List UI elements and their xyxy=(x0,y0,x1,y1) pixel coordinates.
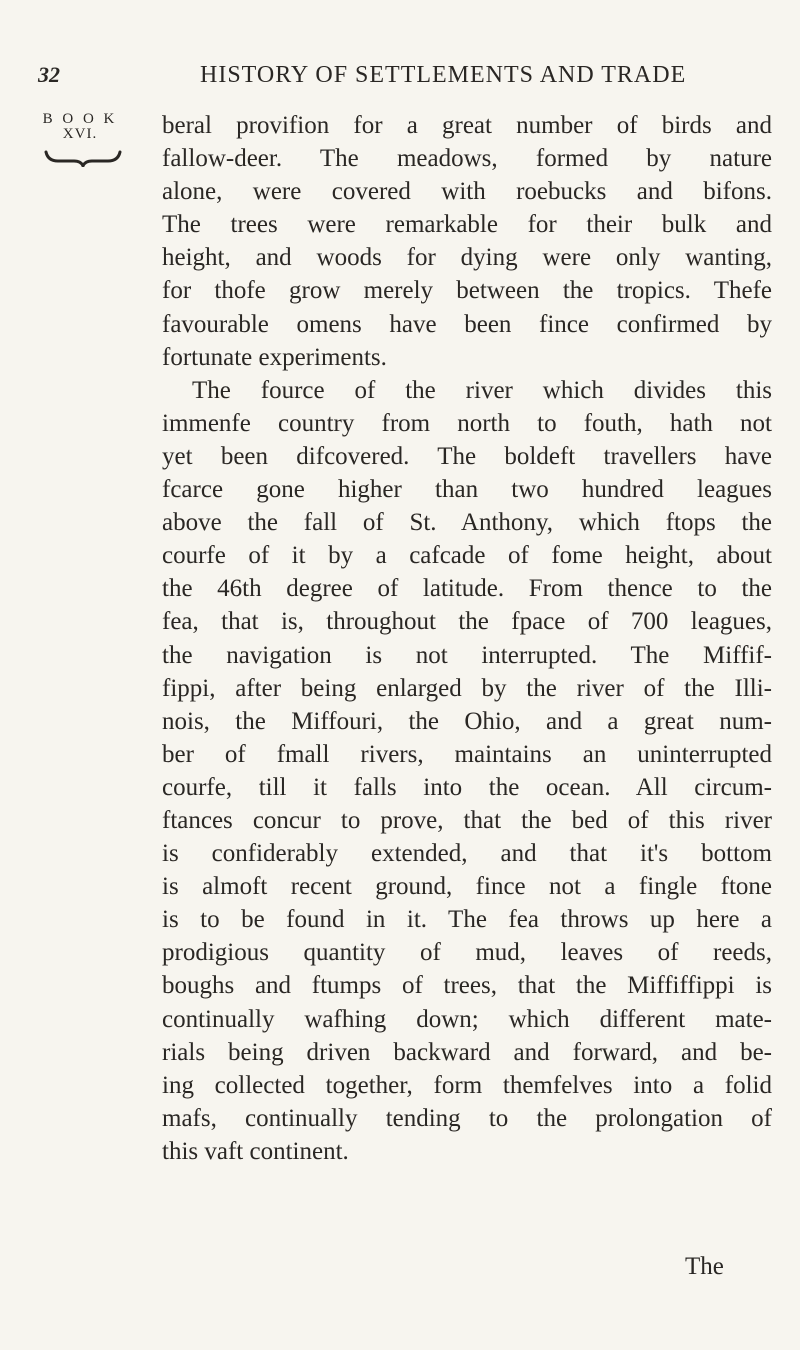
brace-icon xyxy=(44,149,122,167)
text-line: is to be found in it. The fea throws up here a xyxy=(162,906,772,934)
text-line: fallow-deer. The meadows, formed by nature xyxy=(162,145,772,173)
page-number: 32 xyxy=(38,62,60,87)
text-line: continually wafhing down; which different mate- xyxy=(162,1005,772,1033)
text-line: immenfe country from north to fouth, hath not xyxy=(162,409,772,437)
text-line: fea, that is, throughout the fpace of 700 leagues, xyxy=(162,608,772,636)
body-text xyxy=(162,109,772,1168)
text-line: is confiderably extended, and that it's bottom xyxy=(162,840,772,868)
text-line: alone, were covered with roebucks and bifons. xyxy=(162,178,772,206)
text-line: rials being driven backward and forward, and be- xyxy=(162,1038,772,1066)
text-line: The fource of the river which divides this xyxy=(192,376,772,404)
text-line: height, and woods for dying were only wanting, xyxy=(162,244,772,272)
running-head xyxy=(38,62,778,92)
text-line: this vaft continent. xyxy=(162,1137,349,1165)
text-line: The trees were remarkable for their bulk and xyxy=(162,211,772,239)
text-line: favourable omens have been fince confirmed by xyxy=(162,310,772,338)
text-line: beral provifion for a great number of birds and xyxy=(162,112,772,139)
text-line: courfe, till it falls into the ocean. All circum- xyxy=(162,773,772,801)
text-line: above the fall of St. Anthony, which ftops the xyxy=(162,509,772,537)
text-line: fcarce gone higher than two hundred leagues xyxy=(162,476,772,504)
text-line: the 46th degree of latitude. From thence to the xyxy=(162,575,772,603)
text-line: is almoft recent ground, fince not a fingle ftone xyxy=(162,873,772,901)
text-line: fortunate experiments. xyxy=(162,343,387,371)
text-line: ftances concur to prove, that the bed of this river xyxy=(162,806,772,834)
catchword: The xyxy=(685,1253,724,1280)
margin-volume-label: XVI. xyxy=(62,126,98,142)
text-line: nois, the Miffouri, the Ohio, and a great num- xyxy=(162,707,772,735)
margin-note xyxy=(40,112,120,142)
text-line: mafs, continually tending to the prolongation of xyxy=(162,1104,772,1132)
text-line: prodigious quantity of mud, leaves of reeds, xyxy=(162,939,772,967)
text-line: boughs and ftumps of trees, that the Miffiffippi is xyxy=(162,972,772,1000)
text-line: ing collected together, form themfelves into a folid xyxy=(162,1071,772,1099)
text-line: fippi, after being enlarged by the river of the Illi- xyxy=(162,674,772,702)
text-line: the navigation is not interrupted. The Miffif- xyxy=(162,641,772,669)
text-line: ber of fmall rivers, maintains an uninterrupted xyxy=(162,740,772,768)
text-line: for thofe grow merely between the tropics. Thefe xyxy=(162,277,772,305)
running-title: HISTORY OF SETTLEMENTS AND TRADE xyxy=(200,62,687,88)
text-line: courfe of it by a cafcade of fome height, about xyxy=(162,542,772,570)
text-line: yet been difcovered. The boldeft travellers have xyxy=(162,442,772,470)
margin-book-label: B O O K xyxy=(42,111,118,127)
